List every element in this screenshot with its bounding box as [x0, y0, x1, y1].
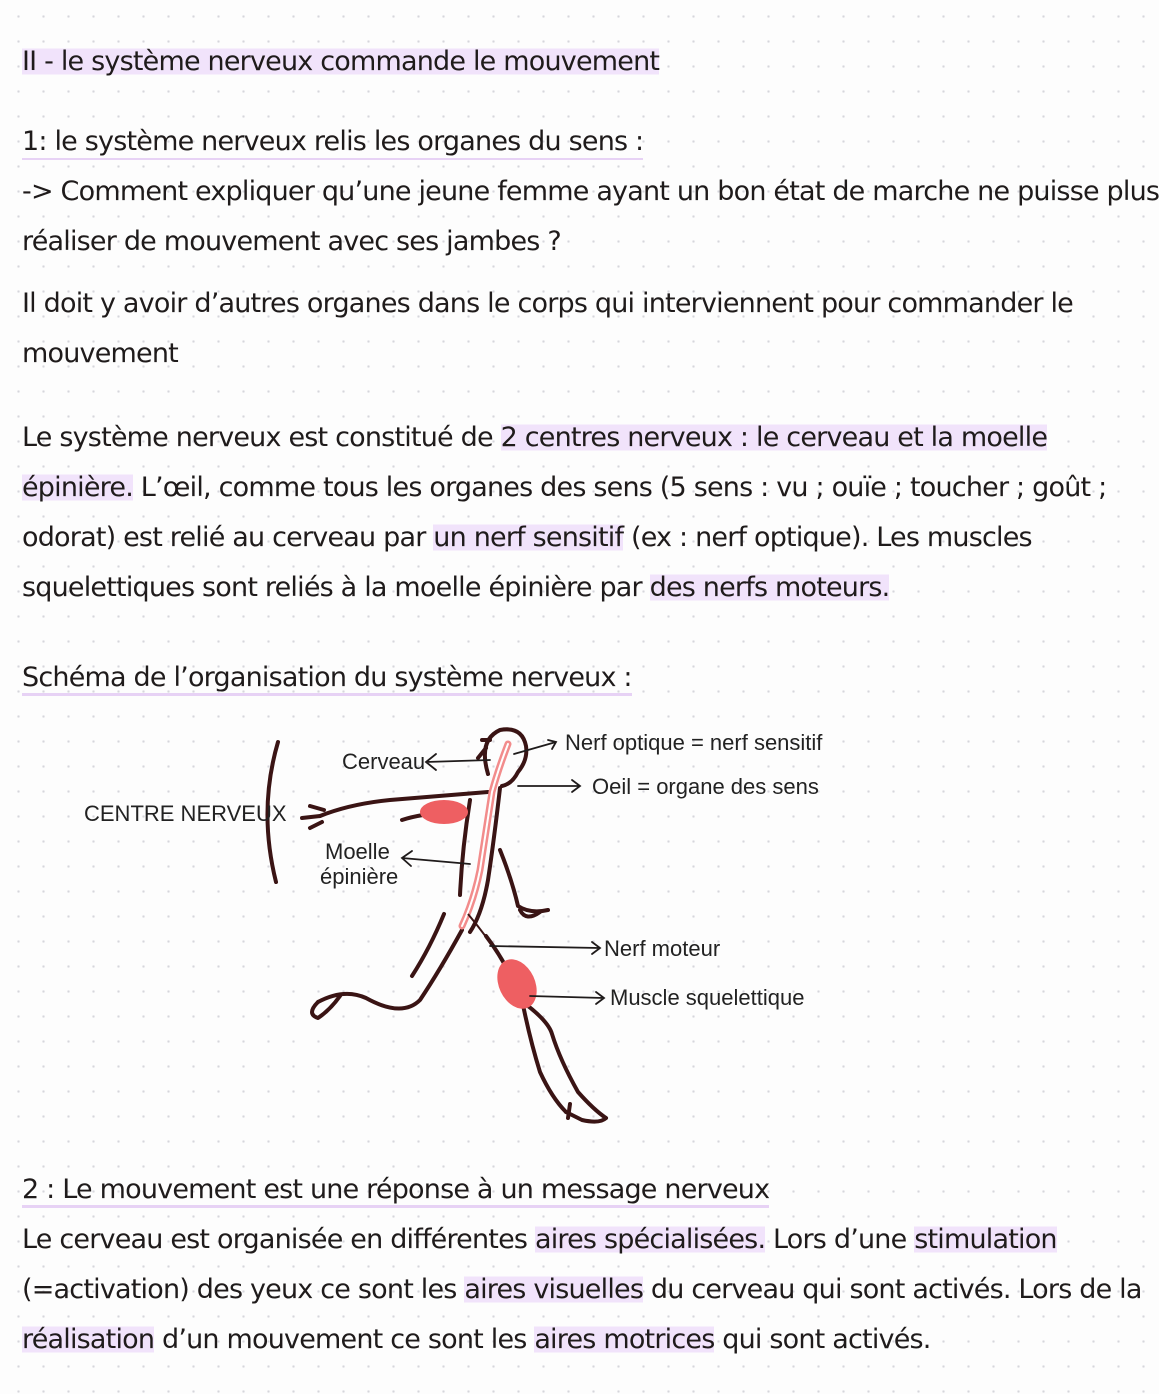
- label-muscle: Muscle squelettique: [610, 985, 805, 1010]
- label-centre-nerveux: CENTRE NERVEUX: [84, 801, 287, 826]
- paragraph-text: odorat) est relié au cerveau par: [22, 522, 434, 553]
- highlight-centres-nerveux: 2 centres nerveux : le cerveau et la moelle: [500, 422, 1048, 453]
- arrow-oeil: [518, 780, 580, 792]
- part2-line-2: [22, 1272, 1142, 1308]
- label-oeil: Oeil = organe des sens: [592, 774, 819, 799]
- paragraph-line-2: [22, 470, 1106, 506]
- paragraph-text: L’œil, comme tous les organes des sens (5 sens : vu ; ouïe ; toucher ; goût ;: [132, 472, 1107, 503]
- section-title: [22, 44, 659, 80]
- part2-line-3: [22, 1322, 931, 1358]
- part1-heading: [22, 124, 643, 160]
- highlight-epiniere: épinière.: [22, 472, 133, 503]
- question-line-2: réaliser de mouvement avec ses jambes ?: [22, 226, 561, 257]
- label-cerveau: Cerveau: [342, 749, 426, 774]
- question-line-1: -> Comment expliquer qu’une jeune femme ayant un bon état de marche ne puisse plus: [22, 176, 1159, 207]
- label-moelle: Moelle: [325, 839, 390, 864]
- answer-line-2: mouvement: [22, 338, 178, 369]
- arm-muscle-shape: [420, 800, 468, 824]
- paragraph-line-4: [22, 570, 889, 606]
- leg-front: [486, 936, 566, 1112]
- arrow-nerf-moteur: [490, 942, 600, 954]
- arm-front: [500, 850, 548, 911]
- paragraph-text: d’un mouvement ce sont les: [154, 1324, 535, 1355]
- part2-heading-text: 2 : Le mouvement est une réponse à un message nerveux: [22, 1174, 769, 1208]
- arrow-nerf-optique: [514, 740, 556, 754]
- highlight-nerfs-moteurs: des nerfs moteurs.: [649, 572, 890, 603]
- section-title-text: II - le système nerveux commande le mouvement: [22, 46, 660, 77]
- part1-heading-text: 1: le système nerveux relis les organes du sens :: [22, 126, 643, 160]
- paragraph-text: du cerveau qui sont activés. Lors de la: [643, 1274, 1142, 1305]
- paragraph-text: (=activation) des yeux ce sont les: [22, 1274, 465, 1305]
- part2-line-1: [22, 1222, 1057, 1258]
- arrow-moelle: [402, 851, 470, 866]
- part2-heading: [22, 1172, 769, 1208]
- label-nerf-moteur: Nerf moteur: [604, 936, 721, 961]
- highlight-aires-motrices: aires motrices: [534, 1324, 715, 1355]
- schema-title-text: Schéma de l’organisation du système nerveux :: [22, 662, 632, 696]
- label-nerf-optique: Nerf optique = nerf sensitif: [565, 730, 823, 755]
- answer-line-1: Il doit y avoir d’autres organes dans le corps qui interviennent pour commander le: [22, 288, 1073, 319]
- highlight-nerf-sensitif: un nerf sensitif: [433, 522, 624, 553]
- paragraph-text: (ex : nerf optique). Les muscles: [623, 522, 1032, 553]
- schema-title: [22, 660, 632, 696]
- paragraph-text: Lors d’une: [765, 1224, 915, 1255]
- highlight-stimulation: stimulation: [914, 1224, 1057, 1255]
- highlight-realisation: réalisation: [22, 1324, 155, 1355]
- highlight-aires-visuelles: aires visuelles: [464, 1274, 644, 1305]
- nervous-system-diagram: [0, 700, 1080, 1140]
- label-epiniere: épinière: [320, 864, 399, 889]
- paragraph-text: qui sont activés.: [714, 1324, 931, 1355]
- paragraph-text: Le cerveau est organisée en différentes: [22, 1224, 535, 1255]
- paragraph-text: squelettiques sont reliés à la moelle épinière par: [22, 572, 650, 603]
- arrow-muscle: [530, 992, 604, 1004]
- paragraph-text: Le système nerveux est constitué de: [22, 422, 501, 453]
- motor-nerve-shape: [468, 914, 508, 968]
- leg-muscle-shape: [490, 953, 545, 1015]
- paragraph-line-1: [22, 420, 1047, 456]
- paragraph-line-3: [22, 520, 1032, 556]
- highlight-aires-specialisees: aires spécialisées.: [534, 1224, 766, 1255]
